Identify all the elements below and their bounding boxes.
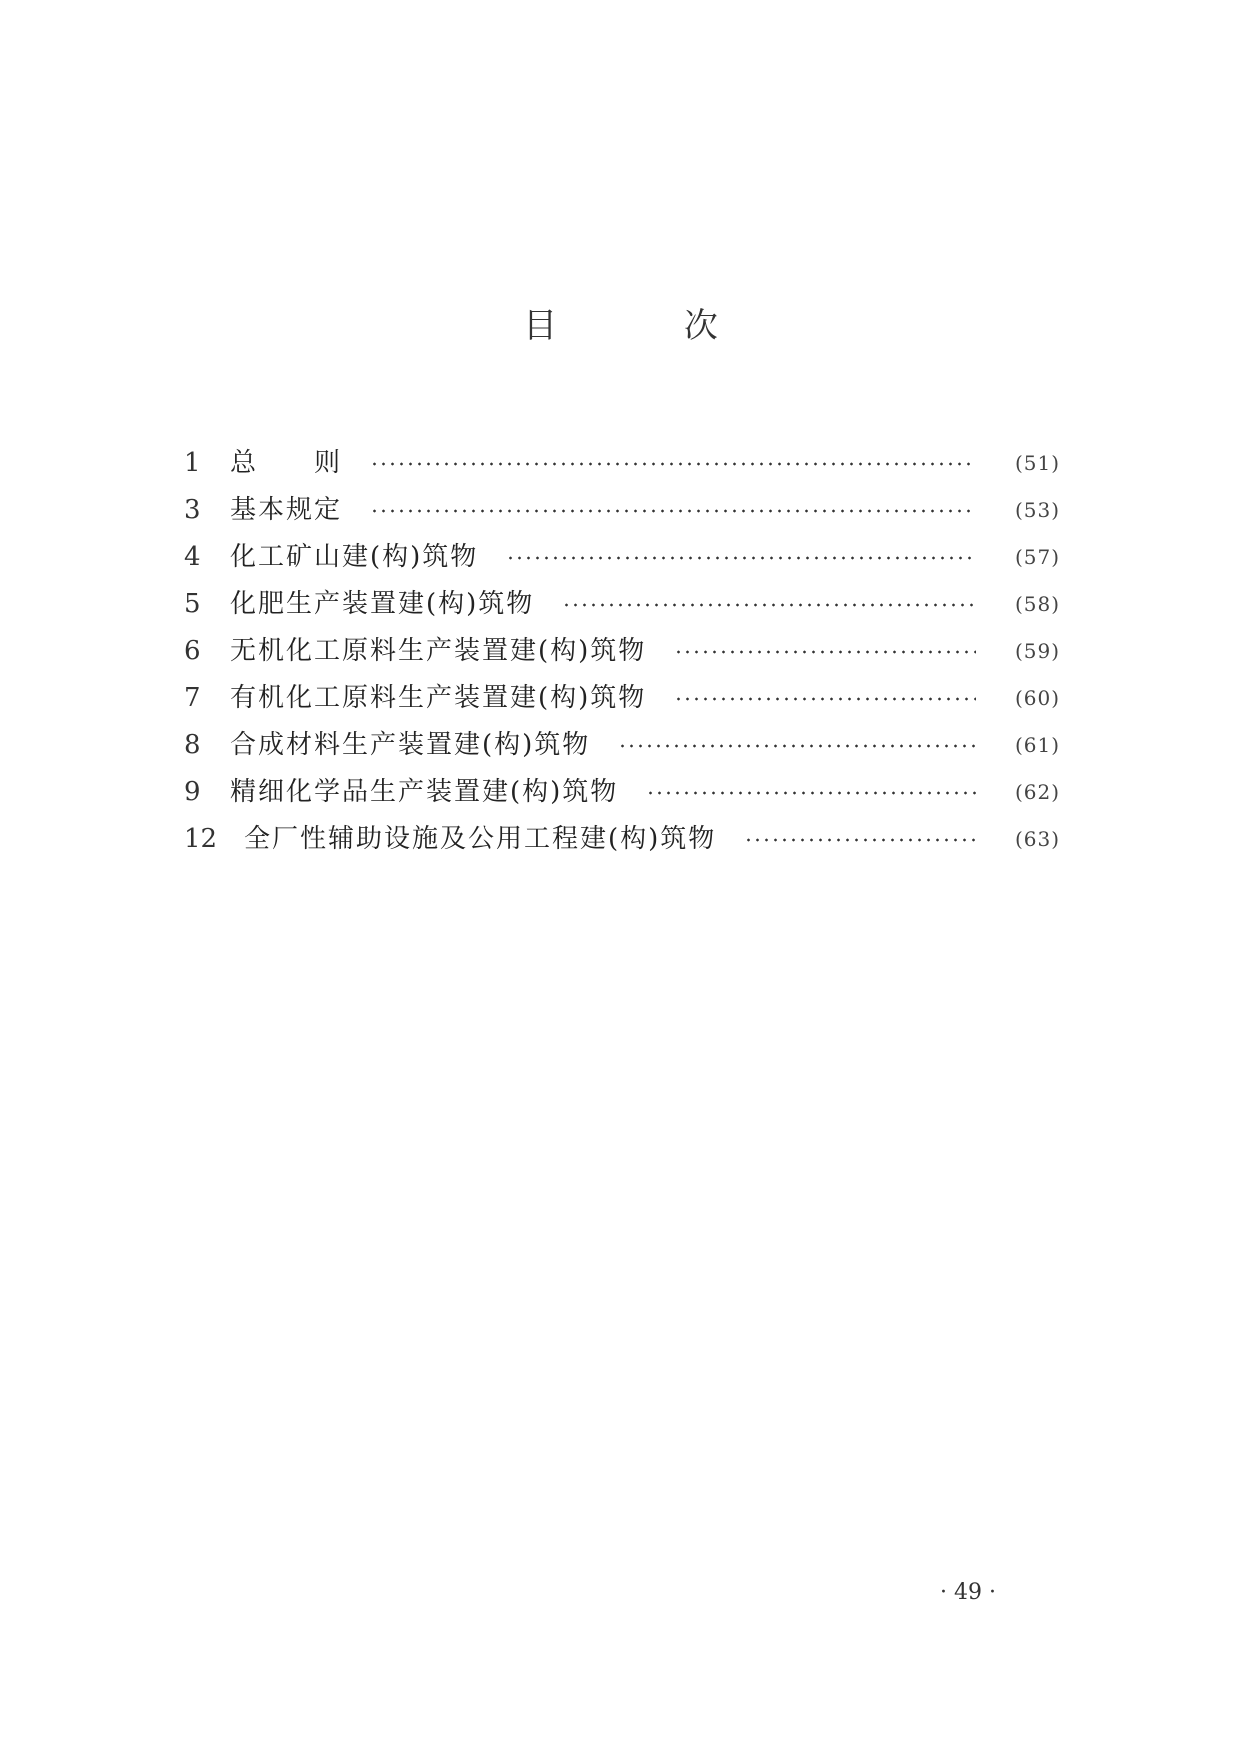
dot-leader (370, 509, 976, 513)
toc-entry-title: 化肥生产装置建(构)筑物 (230, 589, 535, 619)
dot-leader (674, 650, 976, 654)
dot-leader (562, 603, 976, 607)
toc-entry-number: 9 (184, 777, 201, 807)
toc-entry[interactable] (184, 440, 1060, 487)
dot-leader (506, 556, 976, 560)
toc-entry-title: 有机化工原料生产装置建(构)筑物 (230, 683, 647, 713)
toc-entry[interactable] (184, 675, 1060, 722)
toc-entry[interactable] (184, 816, 1060, 863)
toc-entry-title: 基本规定 (230, 495, 343, 525)
toc-entry-page: (60) (1014, 686, 1060, 710)
toc-entry-page: (57) (1014, 545, 1060, 569)
dot-leader (618, 744, 976, 748)
dot-leader (744, 838, 976, 842)
toc-entry[interactable] (184, 769, 1060, 816)
dot-leader (370, 462, 976, 466)
toc-entry-number: 1 (184, 448, 201, 478)
toc-entry-number: 5 (184, 589, 201, 619)
table-of-contents (184, 440, 1060, 863)
toc-entry-number: 6 (184, 636, 201, 666)
toc-entry-number: 12 (184, 824, 218, 854)
toc-entry-title: 总 则 (230, 448, 343, 478)
toc-entry-title: 全厂性辅助设施及公用工程建(构)筑物 (244, 824, 717, 854)
toc-entry[interactable] (184, 722, 1060, 769)
page-title: 目 次 (523, 306, 776, 346)
toc-entry-page: (59) (1014, 639, 1060, 663)
toc-entry-page: (62) (1014, 780, 1060, 804)
toc-entry-number: 8 (184, 730, 201, 760)
toc-entry-page: (53) (1014, 498, 1060, 522)
toc-entry[interactable] (184, 581, 1060, 628)
toc-entry-title: 合成材料生产装置建(构)筑物 (230, 730, 591, 760)
page-number: · 49 · (940, 1580, 996, 1605)
toc-entry[interactable] (184, 628, 1060, 675)
dot-leader (674, 697, 976, 701)
toc-entry-page: (58) (1014, 592, 1060, 616)
toc-entry-number: 7 (184, 683, 201, 713)
toc-entry-title: 化工矿山建(构)筑物 (230, 542, 479, 572)
toc-entry-title: 无机化工原料生产装置建(构)筑物 (230, 636, 647, 666)
toc-entry-title: 精细化学品生产装置建(构)筑物 (230, 777, 619, 807)
toc-entry[interactable] (184, 487, 1060, 534)
toc-entry-number: 4 (184, 542, 201, 572)
toc-entry[interactable] (184, 534, 1060, 581)
toc-entry-number: 3 (184, 495, 201, 525)
toc-entry-page: (61) (1014, 733, 1060, 757)
toc-entry-page: (63) (1014, 827, 1060, 851)
dot-leader (646, 791, 976, 795)
toc-entry-page: (51) (1014, 451, 1060, 475)
